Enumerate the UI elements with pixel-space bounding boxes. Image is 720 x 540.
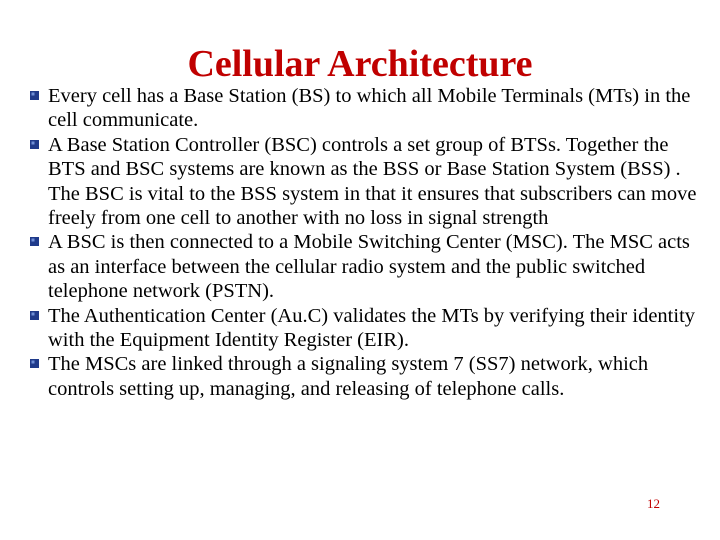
square-bullet-icon: [30, 237, 39, 246]
bullet-list: [30, 84, 710, 401]
bullet-item: [30, 352, 710, 401]
square-bullet-icon: [30, 311, 39, 320]
bullet-item: [30, 230, 710, 303]
bullet-text: The MSCs are linked through a signaling system 7 (SS7) network, which controls setting up, managing, and releasing of telephone calls.: [48, 353, 649, 400]
bullet-text: The Authentication Center (Au.C) validates the MTs by verifying their identity with the Equipment Identity Register (EIR).: [48, 304, 696, 352]
bullet-text: A BSC is then connected to a Mobile Switching Center (MSC). The MSC acts as an interface between the cellular radio system and the public switched telephone network (PSTN).: [48, 231, 690, 303]
slide-title: Cellular Architecture: [187, 43, 533, 86]
bullet-item: [30, 84, 710, 133]
bullet-text: A Base Station Controller (BSC) controls a set group of BTSs. Together the BTS and BSC systems are known as the BSS or Base Station System (BSS) . The BSC is vital to the BSS system in that it ensures that subscribers can move freely from one cell to another with no loss in signal strength: [48, 133, 697, 230]
bullet-text: Every cell has a Base Station (BS) to which all Mobile Terminals (MTs) in the cell communicate.: [48, 85, 691, 132]
square-bullet-icon: [30, 140, 39, 149]
square-bullet-icon: [30, 91, 39, 100]
bullet-item: [30, 304, 710, 353]
page-number: 12: [647, 496, 660, 511]
square-bullet-icon: [30, 359, 39, 368]
bullet-item: [30, 133, 710, 231]
